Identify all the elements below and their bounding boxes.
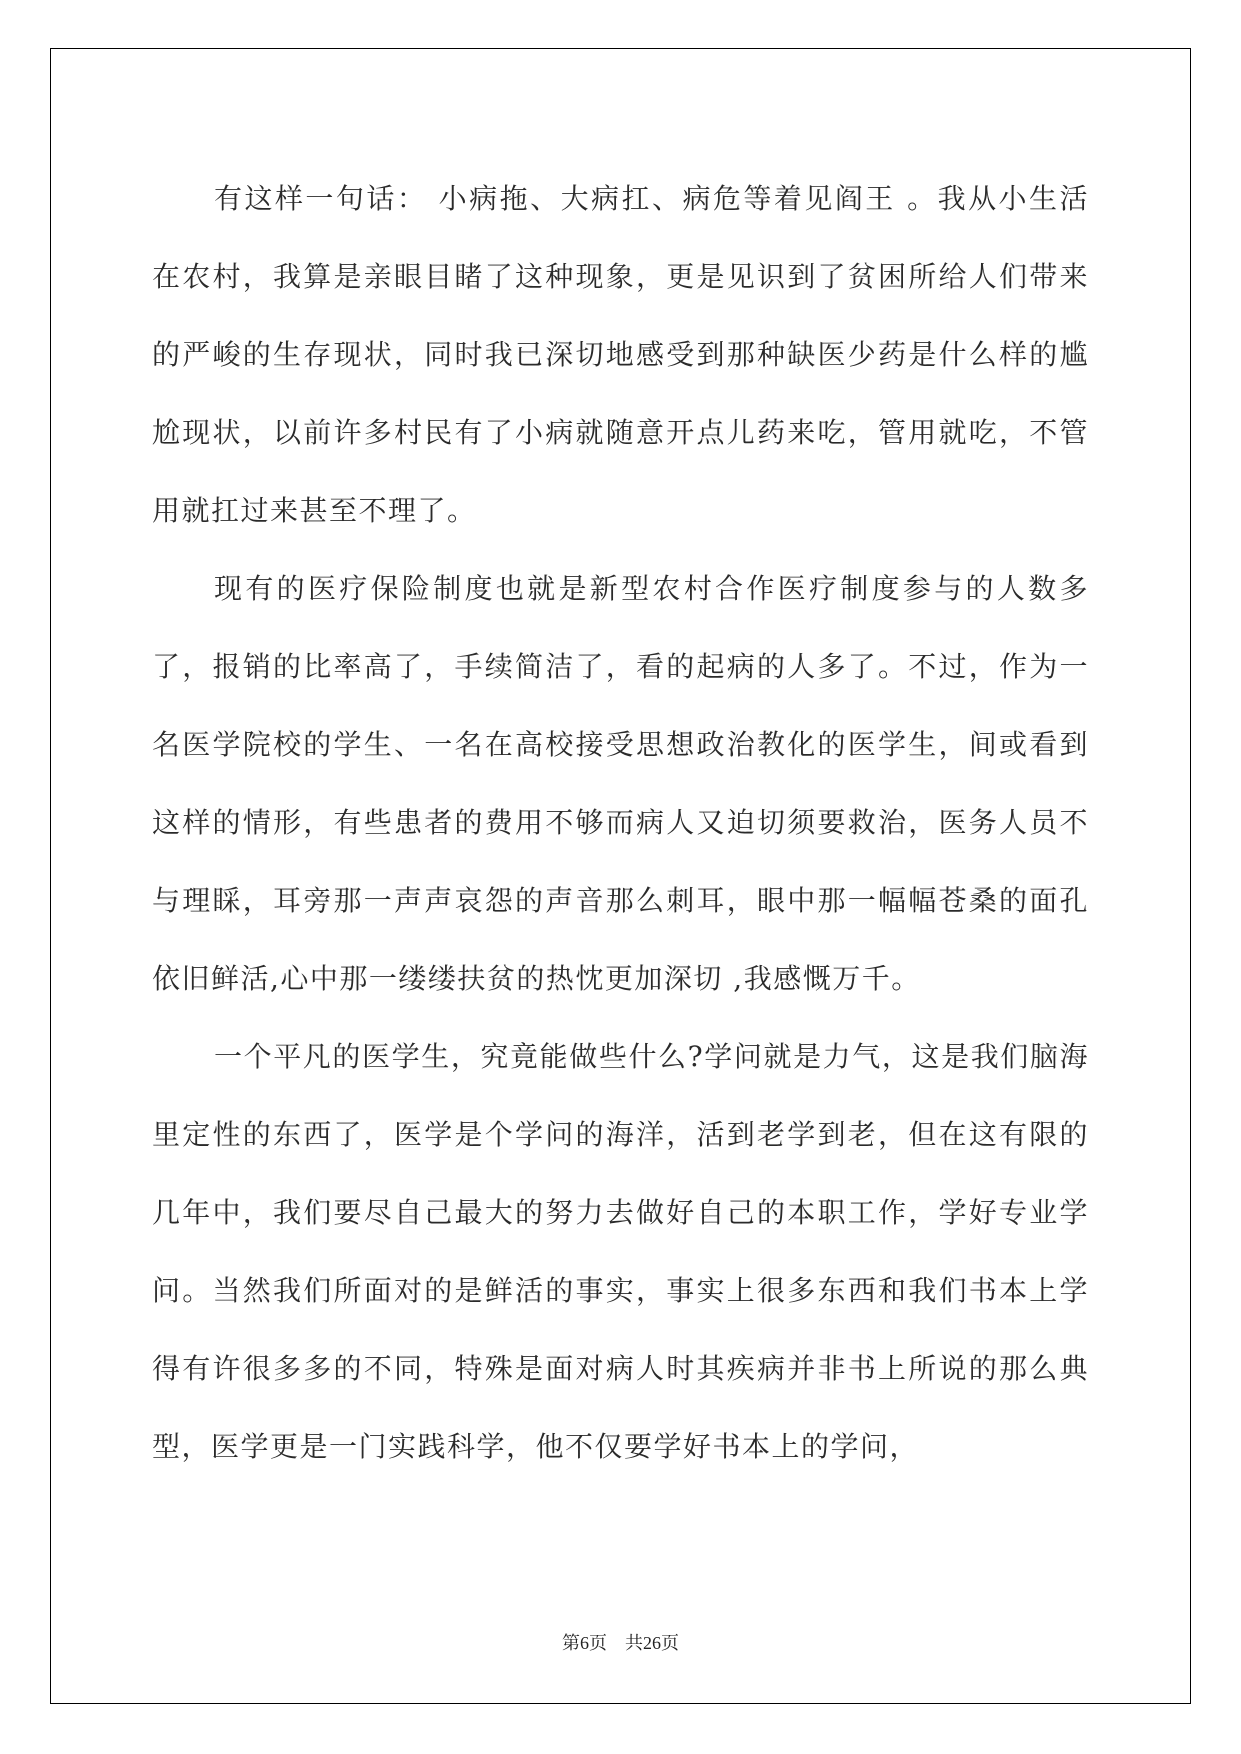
- page-number-footer: [0, 1629, 1241, 1655]
- paragraph-2: 现有的医疗保险制度也就是新型农村合作医疗制度参与的人数多了，报销的比率高了，手续简洁了，看的起病的人多了。不过，作为一名医学院校的学生、一名在高校接受思想政治教化的医学生，间或看到这样的情形，有些患者的费用不够而病人又迫切须要救治，医务人员不与理睬，耳旁那一声声哀怨的声音那么刺耳，眼中那一幅幅苍桑的面孔依旧鲜活,心中那一缕缕扶贫的热忱更加深切 ,我感慨万千。: [152, 572, 1089, 995]
- page-label-prefix: 第: [562, 1633, 580, 1653]
- current-page-number: 6: [580, 1633, 589, 1653]
- page-label-mid: 页 共: [589, 1633, 643, 1653]
- page-label-suffix: 页: [661, 1633, 679, 1653]
- document-body: [152, 160, 1089, 1486]
- paragraph-1: 有这样一句话： 小病拖、大病扛、病危等着见阎王 。我从小生活在农村，我算是亲眼目睹了这种现象，更是见识到了贫困所给人们带来的严峻的生存现状，同时我已深切地感受到那种缺医少药是什么样的尴尬现状，以前许多村民有了小病就随意开点儿药来吃，管用就吃，不管用就扛过来甚至不理了。: [152, 182, 1089, 527]
- paragraph-3: 一个平凡的医学生，究竟能做些什么?学问就是力气，这是我们脑海里定性的东西了，医学是个学问的海洋，活到老学到老，但在这有限的几年中，我们要尽自己最大的努力去做好自己的本职工作，学好专业学问。当然我们所面对的是鲜活的事实，事实上很多东西和我们书本上学得有许很多多的不同，特殊是面对病人时其疾病并非书上所说的那么典型，医学更是一门实践科学，他不仅要学好书本上的学问，: [152, 1040, 1089, 1463]
- total-pages-number: 26: [643, 1633, 661, 1653]
